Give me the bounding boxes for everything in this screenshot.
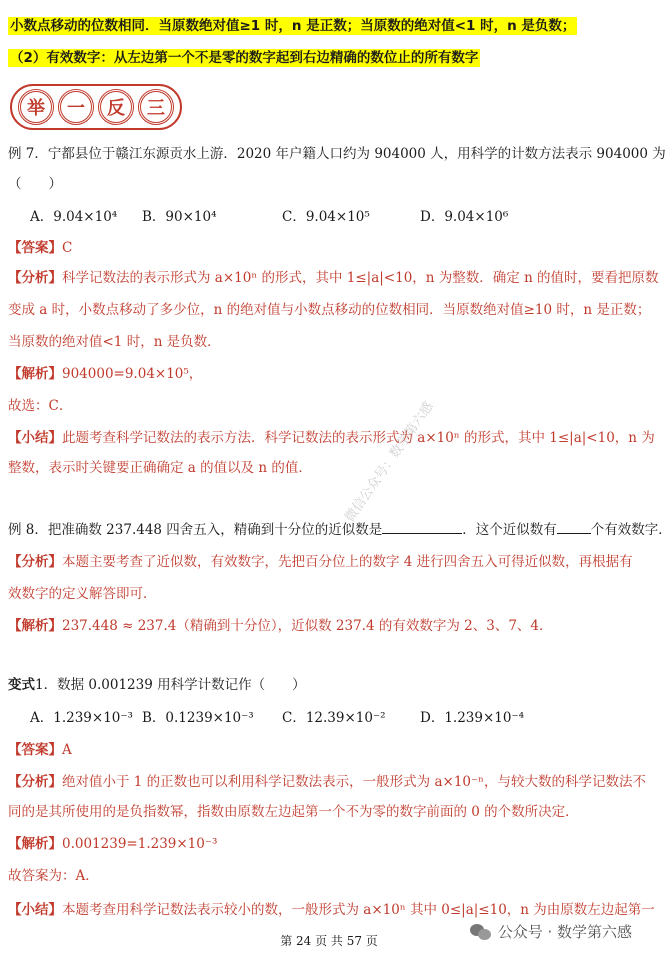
badge-char: 举 (18, 89, 54, 125)
ex7-analysis-line-2: 变成 a 时，小数点移动了多少位，n 的绝对值与小数点移动的位数相同．当原数绝对值≥10 时，n 是正数； (8, 302, 651, 318)
analysis-tag: 【分析】 (8, 554, 62, 570)
var1-answer (8, 738, 72, 758)
var1-option-d: D．1.239×10⁻⁴ (420, 710, 524, 726)
ex8-analysis-line-1: 【分析】本题主要考查了近似数，有效数字，先把百分位上的数字 4 进行四舍五入可得近似数，再根据有 (8, 554, 633, 570)
ex7-question-line-2: （ ） (8, 176, 62, 192)
page-number: 第 24 页 共 57 页 (280, 934, 378, 948)
var1-option-b: B．0.1239×10⁻³ (142, 710, 254, 726)
brand-label: 公众号 · 数学第六感 (466, 921, 636, 942)
highlight-line-1: 小数点移动的位数相同．当原数绝对值≥1 时，n 是正数；当原数的绝对值<1 时，n 是负数； (10, 18, 576, 34)
summary-tag: 【小结】 (8, 902, 62, 918)
analysis-tag: 【分析】 (8, 270, 62, 286)
badge-char: 一 (58, 89, 94, 125)
answer-blank[interactable] (382, 533, 462, 534)
var1-analysis-line-1: 【分析】绝对值小于 1 的正数也可以利用科学记数法表示，一般形式为 a×10⁻ⁿ，与较大数的科学记数法不 (8, 774, 646, 790)
highlight-line-2: （2）有效数字：从左边第一个不是零的数字起到右边精确的数位止的所有数字 (10, 50, 479, 66)
var1-summary: 【小结】本题考查用科学记数法表示较小的数，一般形式为 a×10ⁿ 其中 0≤|a|≤10，n 为由原数左边起第一 (8, 902, 655, 918)
var1-analysis-line-2: 同的是其所使用的是负指数幂，指数由原数左边起第一个不为零的数字前面的 0 的个数所决定． (8, 804, 579, 820)
solution-tag: 【解析】 (8, 836, 62, 852)
analysis-tag: 【分析】 (8, 774, 62, 790)
badge-char: 反 (98, 89, 134, 125)
watermark: 微信公众号：数学第六感 (342, 399, 437, 526)
ex8-solution: 【解析】237.448 ≈ 237.4（精确到十分位），近似数 237.4 的有效数字为 2、3、7、4． (8, 618, 553, 634)
solution-tag: 【解析】 (8, 366, 62, 382)
ex7-analysis-line-3: 当原数的绝对值<1 时，n 是负数． (8, 334, 221, 350)
ex7-option-d: D．9.04×10⁶ (420, 209, 509, 225)
ex7-conclusion: 故选：C． (8, 398, 73, 414)
ex7-question-line-1: 例 7．宁都县位于赣江东源贡水上游．2020 年户籍人口约为 904000 人，用科学的计数方法表示 904000 为 (8, 146, 666, 162)
answer-tag: 【答案】 (8, 742, 62, 758)
var1-conclusion: 故答案为：A． (8, 868, 99, 884)
answer-value: C (62, 240, 73, 256)
summary-tag: 【小结】 (8, 430, 62, 446)
var1-option-c: C．12.39×10⁻² (282, 710, 386, 726)
answer-blank[interactable] (557, 533, 591, 534)
ex7-analysis-line-1: 【分析】科学记数法的表示形式为 a×10ⁿ 的形式，其中 1≤|a|<10，n 为整数．确定 n 的值时，要看把原数 (8, 270, 659, 286)
ex7-option-b: B．90×10⁴ (142, 209, 217, 225)
var1-solution: 【解析】0.001239=1.239×10⁻³ (8, 836, 218, 852)
ex7-summary-line-1: 【小结】此题考查科学记数法的表示方法．科学记数法的表示形式为 a×10ⁿ 的形式，其中 1≤|a|<10，n 为 (8, 430, 655, 446)
wechat-icon (470, 922, 492, 942)
ex7-option-c: C．9.04×10⁵ (282, 209, 370, 225)
ex8-question: 例 8．把准确数 237.448 四舍五入，精确到十分位的近似数是 ．这个近似数有 个有效数字． (8, 522, 672, 538)
ex7-option-a: A．9.04×10⁴ (30, 209, 118, 225)
answer-value: A (62, 742, 72, 758)
section-badge (10, 84, 182, 130)
ex7-answer (8, 236, 72, 256)
ex7-solution: 【解析】904000=9.04×10⁵， (8, 366, 203, 382)
badge-char: 三 (138, 89, 174, 125)
ex8-analysis-line-2: 效数字的定义解答即可． (8, 586, 157, 602)
var1-question: 变式1．数据 0.001239 用科学计数记作（ ） (8, 677, 306, 693)
answer-tag: 【答案】 (8, 240, 62, 256)
var1-option-a: A．1.239×10⁻³ (30, 710, 133, 726)
ex7-summary-line-2: 整数，表示时关键要正确确定 a 的值以及 n 的值． (8, 460, 312, 476)
solution-tag: 【解析】 (8, 618, 62, 634)
